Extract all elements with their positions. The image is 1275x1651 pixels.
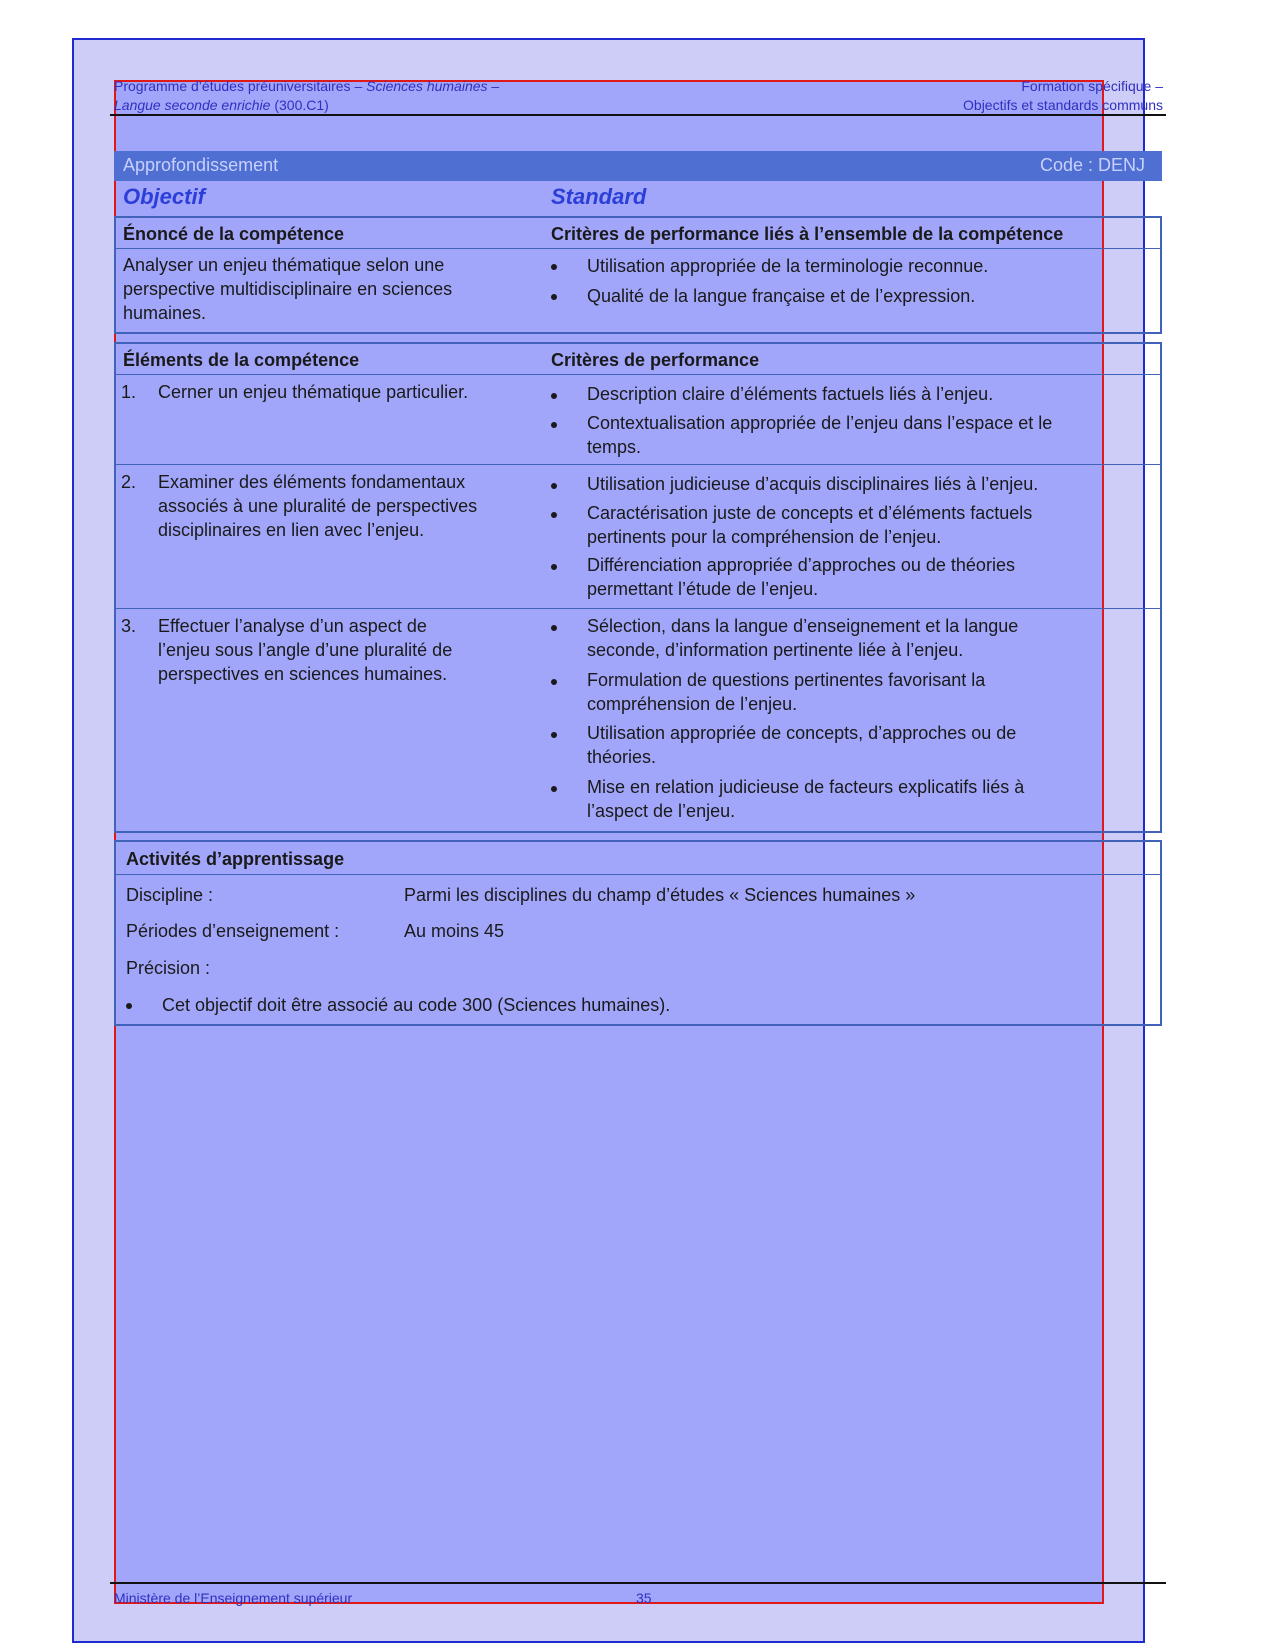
enonce-title: Énoncé de la compétence xyxy=(123,224,345,244)
header-dash: – xyxy=(487,78,500,94)
header-left-line2 xyxy=(114,97,329,113)
element-number: 3. xyxy=(121,616,137,636)
band-title: Approfondissement xyxy=(123,155,279,175)
header-rule xyxy=(110,114,1166,116)
element-number: 2. xyxy=(121,472,137,492)
bullet-icon xyxy=(551,294,557,300)
header-profile-code: (300.C1) xyxy=(270,97,329,113)
criterion-line: Différenciation appropriée d’approches ou de théories xyxy=(587,555,1015,575)
global-criterion: Utilisation appropriée de la terminologie reconnue. xyxy=(587,256,989,276)
bullet-icon xyxy=(551,786,557,792)
standard-heading: Standard xyxy=(551,184,647,209)
element-text: l’enjeu sous l’angle d’une pluralité de xyxy=(158,640,453,660)
bullet-icon xyxy=(551,679,557,685)
criterion-line: permettant l’étude de l’enjeu. xyxy=(587,579,819,599)
global-criterion: Qualité de la langue française et de l’expression. xyxy=(587,286,976,306)
header-left-line1 xyxy=(114,78,499,94)
element-number: 1. xyxy=(121,382,137,402)
element-separator xyxy=(115,464,1161,465)
criterion-line: Formulation de questions pertinentes favorisant la xyxy=(587,670,986,690)
criterion-line: Sélection, dans la langue d’enseignement et la langue xyxy=(587,616,1019,636)
elements-title: Éléments de la compétence xyxy=(123,350,360,370)
header-program-field: Sciences humaines xyxy=(366,78,488,94)
criterion-line: Mise en relation judicieuse de facteurs explicatifs liés à xyxy=(587,777,1025,797)
discipline-value: Parmi les disciplines du champ d’études « Sciences humaines » xyxy=(404,885,916,905)
criterion-line: Utilisation appropriée de concepts, d’approches ou de xyxy=(587,723,1017,743)
bullet-icon xyxy=(551,264,557,270)
bullet-icon xyxy=(551,393,557,399)
discipline-label: Discipline : xyxy=(126,885,214,905)
page-number: 35 xyxy=(636,1590,652,1606)
criterion-line: compréhension de l’enjeu. xyxy=(587,694,798,714)
elements-header-rule xyxy=(115,374,1161,375)
bullet-icon xyxy=(551,732,557,738)
header-right-line2: Objectifs et standards communs xyxy=(963,97,1163,113)
bullet-icon xyxy=(551,512,557,518)
criterion-line: théories. xyxy=(587,747,657,767)
criterion-line: temps. xyxy=(587,437,642,457)
criterion-line: Description claire d’éléments factuels liés à l’enjeu. xyxy=(587,384,994,404)
precision-item: Cet objectif doit être associé au code 300 (Sciences humaines). xyxy=(162,995,671,1015)
activities-header-rule xyxy=(115,874,1161,875)
criterion-line: seconde, d’information pertinente liée à l’enjeu. xyxy=(587,640,964,660)
bullet-icon xyxy=(551,625,557,631)
element-separator xyxy=(115,608,1161,609)
enonce-line: perspective multidisciplinaire en sciences xyxy=(123,279,453,299)
criterion-line: Utilisation judicieuse d’acquis disciplinaires liés à l’enjeu. xyxy=(587,474,1039,494)
bullet-icon xyxy=(551,422,557,428)
footer-ministry: Ministère de l’Enseignement supérieur xyxy=(114,1590,353,1606)
competence-header-rule xyxy=(115,248,1161,249)
element-text: perspectives en sciences humaines. xyxy=(158,664,448,684)
periods-value: Au moins 45 xyxy=(404,921,505,941)
enonce-line: Analyser un enjeu thématique selon une xyxy=(123,255,445,275)
header-profile: Langue seconde enrichie xyxy=(114,97,271,113)
criteria-title: Critères de performance xyxy=(551,350,760,370)
periods-label: Périodes d’enseignement : xyxy=(126,921,340,941)
objectif-heading: Objectif xyxy=(123,184,205,209)
criterion-line: Caractérisation juste de concepts et d’éléments factuels xyxy=(587,503,1033,523)
precision-label: Précision : xyxy=(126,958,211,978)
bullet-icon xyxy=(551,564,557,570)
activities-title: Activités d’apprentissage xyxy=(126,849,345,869)
element-text: Examiner des éléments fondamentaux xyxy=(158,472,466,492)
band-code: Code : DENJ xyxy=(1039,155,1145,175)
criterion-line: l’aspect de l’enjeu. xyxy=(587,801,736,821)
element-text: Effectuer l’analyse d’un aspect de xyxy=(158,616,427,636)
bullet-icon xyxy=(126,1003,132,1009)
element-text: Cerner un enjeu thématique particulier. xyxy=(158,382,469,402)
footer-rule xyxy=(110,1582,1166,1584)
bullet-icon xyxy=(551,483,557,489)
element-text: associés à une pluralité de perspectives xyxy=(158,496,478,516)
criteria-global-title: Critères de performance liés à l’ensemble de la compétence xyxy=(551,224,1064,244)
criterion-line: pertinents pour la compréhension de l’enjeu. xyxy=(587,527,942,547)
header-program: Programme d’études préuniversitaires – xyxy=(114,78,367,94)
element-text: disciplinaires en lien avec l’enjeu. xyxy=(158,520,425,540)
header-right-line1: Formation spécifique – xyxy=(1021,78,1163,94)
enonce-line: humaines. xyxy=(123,303,207,323)
criterion-line: Contextualisation appropriée de l’enjeu dans l’espace et le xyxy=(587,413,1053,433)
